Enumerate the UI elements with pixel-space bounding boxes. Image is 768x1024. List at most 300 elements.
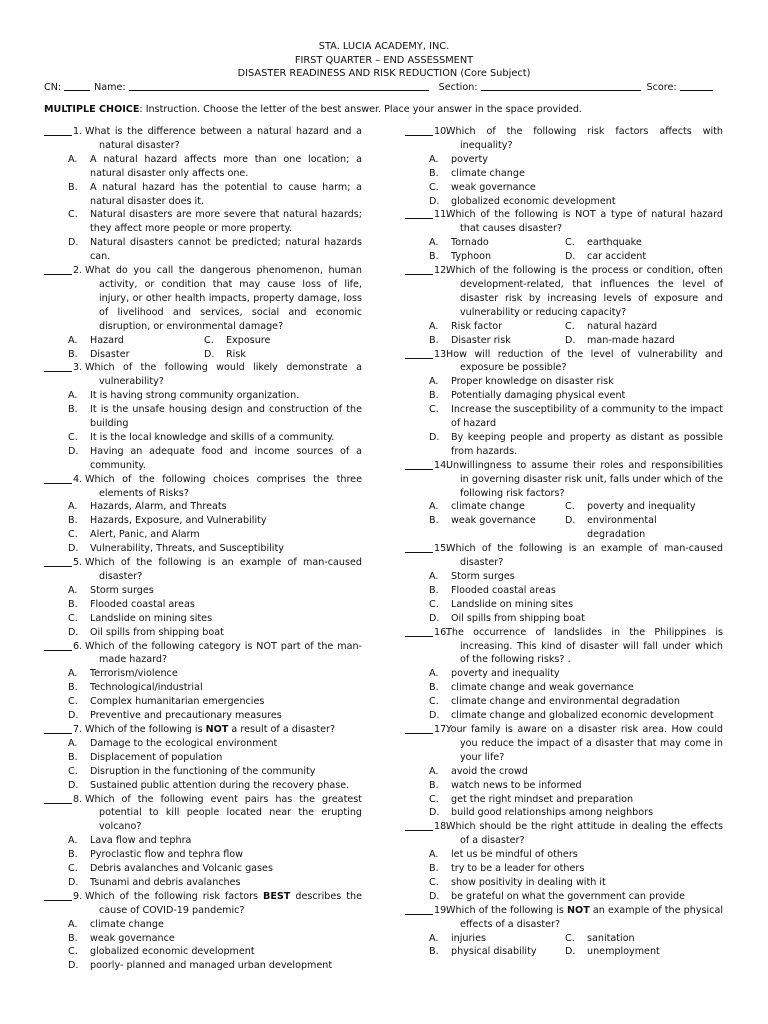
answer-option <box>44 959 362 973</box>
option-text: Disaster risk <box>451 334 511 346</box>
answer-option <box>204 348 340 362</box>
question-number: 8. <box>73 793 83 805</box>
right-column <box>405 125 723 959</box>
option-text: climate change and weak governance <box>451 682 634 694</box>
option-text: Terrorism/violence <box>90 668 178 680</box>
option-letter: A. <box>68 334 78 346</box>
option-letter: C. <box>429 598 439 610</box>
answer-option <box>565 945 701 959</box>
answer-option <box>405 584 723 598</box>
answer-option <box>405 765 723 779</box>
answer-option <box>565 514 701 542</box>
question-number: 5. <box>73 557 83 569</box>
option-text: injuries <box>451 932 487 944</box>
option-text: Landslide on mining sites <box>451 598 574 610</box>
option-letter: A. <box>429 668 439 680</box>
option-text: A natural hazard affects more than one location; a natural disaster only affects one. <box>90 153 362 179</box>
question-number: 16. <box>434 626 450 638</box>
answer-option <box>405 681 723 695</box>
option-letter: D. <box>565 515 576 527</box>
answer-option <box>565 500 701 514</box>
option-letter: C. <box>68 765 78 777</box>
option-text: Having an adequate food and income sources of a community. <box>90 445 362 471</box>
question-text-part: Which of the following is <box>446 904 568 916</box>
question-item <box>44 361 362 472</box>
question-item <box>44 890 362 973</box>
answer-option-row <box>405 945 723 959</box>
option-text: A natural hazard has the potential to cause harm; a natural disaster does it. <box>90 181 362 207</box>
question-text: The occurrence of landslides in the Philippines is increasing. This kind of disaster will fall under which of the following risks? . <box>446 626 723 666</box>
option-text: man-made hazard <box>587 334 675 346</box>
option-letter: C. <box>68 863 78 875</box>
option-text: weak governance <box>90 932 175 944</box>
option-text: Hazards, Exposure, and Vulnerability <box>90 515 267 527</box>
option-text: earthquake <box>587 237 642 249</box>
option-text: It is the local knowledge and skills of a community. <box>90 431 335 443</box>
question-text: Which should be the right attitude in dealing the effects of a disaster? <box>446 821 723 847</box>
option-letter: D. <box>429 710 440 722</box>
answer-option <box>204 334 340 348</box>
option-text: Displacement of population <box>90 751 223 763</box>
answer-blank[interactable] <box>44 900 72 901</box>
option-letter: C. <box>565 237 575 249</box>
answer-option <box>429 945 565 959</box>
question-number: 2. <box>73 265 83 277</box>
answer-option <box>44 181 362 209</box>
question-text-part: describes the cause of COVID-19 pandemic? <box>99 890 362 916</box>
instruction-label: MULTIPLE CHOICE <box>44 104 140 115</box>
answer-blank[interactable] <box>405 218 433 219</box>
option-text: Disaster <box>90 348 130 360</box>
answer-option <box>44 403 362 431</box>
answer-option <box>405 167 723 181</box>
answer-option <box>405 667 723 681</box>
answer-blank[interactable] <box>405 274 433 275</box>
answer-blank[interactable] <box>44 371 72 372</box>
option-letter: A. <box>68 668 78 680</box>
option-text: Disruption in the functioning of the community <box>90 765 316 777</box>
option-letter: B. <box>429 390 439 402</box>
option-letter: C. <box>429 696 439 708</box>
option-letter: C. <box>68 209 78 221</box>
option-text: let us be mindful of others <box>451 849 578 861</box>
question-stem <box>44 640 362 668</box>
option-letter: B. <box>68 751 78 763</box>
answer-blank[interactable] <box>44 483 72 484</box>
question-text: Which of the following event pairs has the greatest potential to kill people located near the erupting volcano? <box>85 793 362 833</box>
question-text: How will reduction of the level of vulnerability and exposure be possible? <box>446 348 723 374</box>
answer-blank[interactable] <box>405 830 433 831</box>
answer-option <box>44 765 362 779</box>
question-text <box>446 904 723 932</box>
answer-option <box>429 250 565 264</box>
instruction-text: : Instruction. Choose the letter of the best answer. Place your answer in the space provided. <box>139 104 582 115</box>
question-item <box>44 723 362 793</box>
question-text: Which of the following would likely demonstrate a vulnerability? <box>85 362 362 388</box>
question-text: Which of the following is an example of man-caused disaster? <box>85 557 362 582</box>
answer-option-row <box>44 334 362 348</box>
answer-blank[interactable] <box>405 469 433 470</box>
option-letter: A. <box>429 376 439 388</box>
option-text: globalized economic development <box>451 195 616 207</box>
option-text: Natural disasters cannot be predicted; natural hazards can. <box>90 237 362 263</box>
answer-option <box>44 932 362 946</box>
answer-option <box>405 876 723 890</box>
answer-option <box>44 737 362 751</box>
question-item <box>405 542 723 625</box>
question-number: 15. <box>434 543 450 555</box>
option-letter: C. <box>68 946 78 958</box>
answer-blank[interactable] <box>405 552 433 553</box>
question-stem <box>44 473 362 501</box>
option-text: Complex humanitarian emergencies <box>90 696 265 708</box>
question-text-part: Which of the following risk factors <box>85 890 264 902</box>
answer-option <box>405 431 723 459</box>
option-letter: D. <box>68 445 79 457</box>
question-stem <box>405 125 723 153</box>
answer-option <box>405 181 723 195</box>
option-text: Flooded coastal areas <box>451 584 556 596</box>
answer-blank[interactable] <box>44 274 72 275</box>
answer-option <box>44 445 362 473</box>
answer-blank[interactable] <box>405 733 433 734</box>
answer-option <box>405 153 723 167</box>
answer-option-row <box>405 320 723 334</box>
question-number: 13. <box>434 348 450 360</box>
option-text: try to be a leader for others <box>451 863 585 875</box>
answer-option <box>44 945 362 959</box>
question-stem <box>44 125 362 153</box>
option-letter: C. <box>565 320 575 332</box>
answer-blank[interactable] <box>44 733 72 734</box>
question-stem <box>44 556 362 584</box>
answer-option <box>405 806 723 820</box>
exam-title: FIRST QUARTER – END ASSESSMENT <box>294 54 474 66</box>
option-letter: D. <box>429 890 440 902</box>
option-text: Storm surges <box>90 584 154 596</box>
question-number: 7. <box>73 723 83 735</box>
option-letter: D. <box>429 807 440 819</box>
option-letter: A. <box>68 390 78 402</box>
question-item <box>405 264 723 347</box>
answer-option-row <box>44 348 362 362</box>
answer-option <box>68 348 204 362</box>
score-label: Score: <box>646 82 677 93</box>
option-text: Hazard <box>90 334 124 346</box>
question-stem <box>405 723 723 765</box>
answer-blank[interactable] <box>44 135 72 136</box>
name-label: Name: <box>94 82 126 93</box>
answer-option-row <box>405 514 723 542</box>
answer-option <box>44 751 362 765</box>
answer-option <box>405 709 723 723</box>
answer-blank[interactable] <box>44 566 72 567</box>
option-letter: C. <box>565 932 575 944</box>
option-letter: B. <box>68 515 78 527</box>
question-text-part: Which of the following is <box>85 723 206 735</box>
question-stem <box>405 459 723 501</box>
option-text: weak governance <box>451 181 536 193</box>
option-text: Lava flow and tephra <box>90 835 192 847</box>
option-text: climate change and globalized economic development <box>451 710 714 722</box>
answer-option <box>44 431 362 445</box>
option-letter: A. <box>68 584 78 596</box>
option-text: Sustained public attention during the recovery phase. <box>90 779 350 791</box>
option-letter: B. <box>429 584 439 596</box>
question-number: 11. <box>434 209 450 221</box>
answer-blank[interactable] <box>44 650 72 651</box>
option-letter: A. <box>429 237 439 249</box>
option-letter: D. <box>204 348 215 360</box>
answer-option <box>44 667 362 681</box>
question-text-part: a result of a disaster? <box>228 723 336 735</box>
option-text: climate change and environmental degradation <box>451 696 680 708</box>
answer-option-row <box>405 500 723 514</box>
question-text: Which of the following choices comprises the three elements of Risks? <box>85 473 362 499</box>
question-text: Your family is aware on a disaster risk area. How could you reduce the impact of a disaster that may come in your life? <box>446 723 723 763</box>
question-item <box>44 793 362 890</box>
question-text: Unwillingness to assume their roles and responsibilities in governing disaster risk unit, falls under which of the following risk factors? <box>446 459 723 499</box>
option-letter: A. <box>429 932 439 944</box>
option-letter: C. <box>68 529 78 541</box>
option-text: Vulnerability, Threats, and Susceptibility <box>90 543 284 555</box>
question-item <box>405 820 723 903</box>
question-text: Which of the following risk factors affects with inequality? <box>446 126 723 151</box>
option-text: climate change <box>451 501 525 513</box>
option-text: Flooded coastal areas <box>90 598 195 610</box>
answer-option <box>565 320 701 334</box>
option-text: environmental degradation <box>587 515 657 541</box>
school-name: STA. LUCIA ACADEMY, INC. <box>318 41 450 52</box>
answer-option <box>44 848 362 862</box>
option-letter: C. <box>204 334 214 346</box>
option-letter: D. <box>68 779 79 791</box>
option-letter: D. <box>565 334 576 346</box>
option-letter: D. <box>68 626 79 638</box>
option-letter: D. <box>429 612 440 624</box>
option-text: It is having strong community organization. <box>90 390 300 402</box>
question-stem <box>44 723 362 737</box>
answer-option <box>44 584 362 598</box>
question-number: 12. <box>434 265 450 277</box>
option-text: It is the unsafe housing design and construction of the building <box>90 404 362 430</box>
question-stem <box>405 904 723 932</box>
option-text: poverty and inequality <box>451 668 560 680</box>
option-text: car accident <box>587 251 647 263</box>
answer-option <box>565 334 701 348</box>
answer-blank[interactable] <box>405 135 433 136</box>
answer-option <box>44 862 362 876</box>
question-number: 10. <box>434 126 450 137</box>
question-text <box>85 890 362 918</box>
option-text: Landslide on mining sites <box>90 612 213 624</box>
option-text: Damage to the ecological environment <box>90 737 278 749</box>
question-text: Which of the following category is NOT part of the man-made hazard? <box>85 640 362 666</box>
question-item <box>405 626 723 723</box>
answer-option <box>44 542 362 556</box>
left-column <box>44 125 362 973</box>
answer-blank[interactable] <box>405 914 433 915</box>
answer-option <box>429 334 565 348</box>
option-text: poorly- planned and managed urban development <box>90 960 333 972</box>
answer-option <box>405 570 723 584</box>
question-item <box>44 125 362 264</box>
option-text: Risk <box>226 348 246 360</box>
question-number: 4. <box>73 473 83 485</box>
option-letter: D. <box>429 431 440 443</box>
option-letter: D. <box>565 251 576 263</box>
option-letter: C. <box>68 696 78 708</box>
option-letter: B. <box>68 849 78 861</box>
option-text: Preventive and precautionary measures <box>90 710 282 722</box>
student-info-line <box>44 81 724 95</box>
cn-label: CN: <box>44 82 62 93</box>
option-text: weak governance <box>451 515 536 527</box>
answer-blank[interactable] <box>44 803 72 804</box>
option-letter: B. <box>68 181 78 193</box>
question-emphasis: BEST <box>263 890 291 902</box>
answer-option <box>405 403 723 431</box>
option-letter: C. <box>429 876 439 888</box>
answer-option <box>44 500 362 514</box>
question-number: 6. <box>73 640 83 652</box>
option-text: Tsunami and debris avalanches <box>90 876 241 888</box>
question-item <box>44 473 362 556</box>
option-text: watch news to be informed <box>451 779 582 791</box>
option-letter: A. <box>429 765 439 777</box>
option-text: Storm surges <box>451 571 515 582</box>
cn-blank <box>64 81 90 91</box>
answer-blank[interactable] <box>405 358 433 359</box>
answer-option-row <box>405 250 723 264</box>
question-number: 19. <box>434 904 450 916</box>
answer-option <box>405 612 723 626</box>
option-letter: C. <box>429 793 439 805</box>
answer-option <box>44 681 362 695</box>
instruction-line <box>44 103 734 117</box>
option-letter: C. <box>68 431 78 443</box>
question-text: Which of the following is NOT a type of natural hazard that causes disaster? <box>446 209 723 235</box>
answer-option-row <box>405 334 723 348</box>
option-text: poverty and inequality <box>587 501 696 513</box>
answer-option <box>405 195 723 209</box>
question-stem <box>44 793 362 835</box>
option-letter: D. <box>68 237 79 249</box>
answer-option <box>405 890 723 904</box>
question-number: 18. <box>434 821 450 833</box>
option-text: Oil spills from shipping boat <box>451 612 585 624</box>
question-text-part: an example of the physical effects of a disaster? <box>460 904 723 930</box>
question-item <box>405 208 723 264</box>
option-text: sanitation <box>587 932 635 944</box>
question-number: 1. <box>73 126 83 137</box>
option-letter: B. <box>68 932 78 944</box>
answer-option <box>44 918 362 932</box>
option-letter: A. <box>429 320 439 332</box>
option-text: poverty <box>451 153 488 165</box>
option-text: show positivity in dealing with it <box>451 876 606 888</box>
question-item <box>405 904 723 960</box>
option-letter: A. <box>68 501 78 513</box>
question-text <box>85 723 362 737</box>
question-stem <box>405 542 723 570</box>
answer-option <box>44 514 362 528</box>
question-stem <box>44 264 362 334</box>
question-stem <box>44 361 362 389</box>
question-stem <box>405 348 723 376</box>
option-text: Alert, Panic, and Alarm <box>90 529 200 541</box>
option-text: Typhoon <box>451 251 492 263</box>
option-letter: A. <box>68 737 78 749</box>
option-text: globalized economic development <box>90 946 255 958</box>
question-text: Which of the following is an example of man-caused disaster? <box>446 543 723 569</box>
answer-option <box>44 528 362 542</box>
answer-option <box>44 695 362 709</box>
option-letter: A. <box>429 501 439 513</box>
answer-option <box>44 236 362 264</box>
name-blank <box>129 81 429 91</box>
question-stem <box>405 264 723 320</box>
answer-option <box>68 334 204 348</box>
option-text: Oil spills from shipping boat <box>90 626 224 638</box>
option-letter: A. <box>68 835 78 847</box>
question-stem <box>405 626 723 668</box>
subject-title: DISASTER READINESS AND RISK REDUCTION (Core Subject) <box>237 68 531 80</box>
answer-option <box>44 834 362 848</box>
question-stem <box>405 208 723 236</box>
answer-option <box>405 848 723 862</box>
option-text: avoid the crowd <box>451 765 528 777</box>
answer-option <box>44 626 362 640</box>
answer-option <box>44 779 362 793</box>
question-text: What is the difference between a natural hazard and a natural disaster? <box>85 126 362 151</box>
answer-option <box>429 236 565 250</box>
answer-option <box>44 709 362 723</box>
option-text: Debris avalanches and Volcanic gases <box>90 863 273 875</box>
question-emphasis: NOT <box>205 723 229 735</box>
answer-option <box>565 236 701 250</box>
option-letter: B. <box>429 251 439 263</box>
question-stem <box>405 820 723 848</box>
option-letter: C. <box>429 404 439 416</box>
option-letter: D. <box>429 195 440 207</box>
option-letter: D. <box>68 960 79 972</box>
question-number: 14. <box>434 459 450 471</box>
question-item <box>405 459 723 542</box>
answer-option <box>405 598 723 612</box>
section-blank <box>481 81 641 91</box>
answer-blank[interactable] <box>405 636 433 637</box>
option-letter: B. <box>429 515 439 527</box>
question-item <box>405 348 723 459</box>
question-item <box>44 556 362 639</box>
question-stem <box>44 890 362 918</box>
option-letter: D. <box>68 543 79 555</box>
option-letter: C. <box>565 501 575 513</box>
option-letter: A. <box>429 153 439 165</box>
option-letter: B. <box>429 863 439 875</box>
answer-option <box>44 598 362 612</box>
answer-option <box>44 153 362 181</box>
option-text: Proper knowledge on disaster risk <box>451 376 614 388</box>
option-letter: B. <box>429 682 439 694</box>
option-letter: B. <box>68 598 78 610</box>
option-text: get the right mindset and preparation <box>451 793 634 805</box>
question-number: 9. <box>73 890 83 902</box>
question-text: Which of the following is the process or condition, often development-related, that influences the level of disaster risk by increasing levels of exposure and vulnerability or reducing capacity? <box>446 265 723 318</box>
answer-option <box>405 862 723 876</box>
question-item <box>44 264 362 361</box>
